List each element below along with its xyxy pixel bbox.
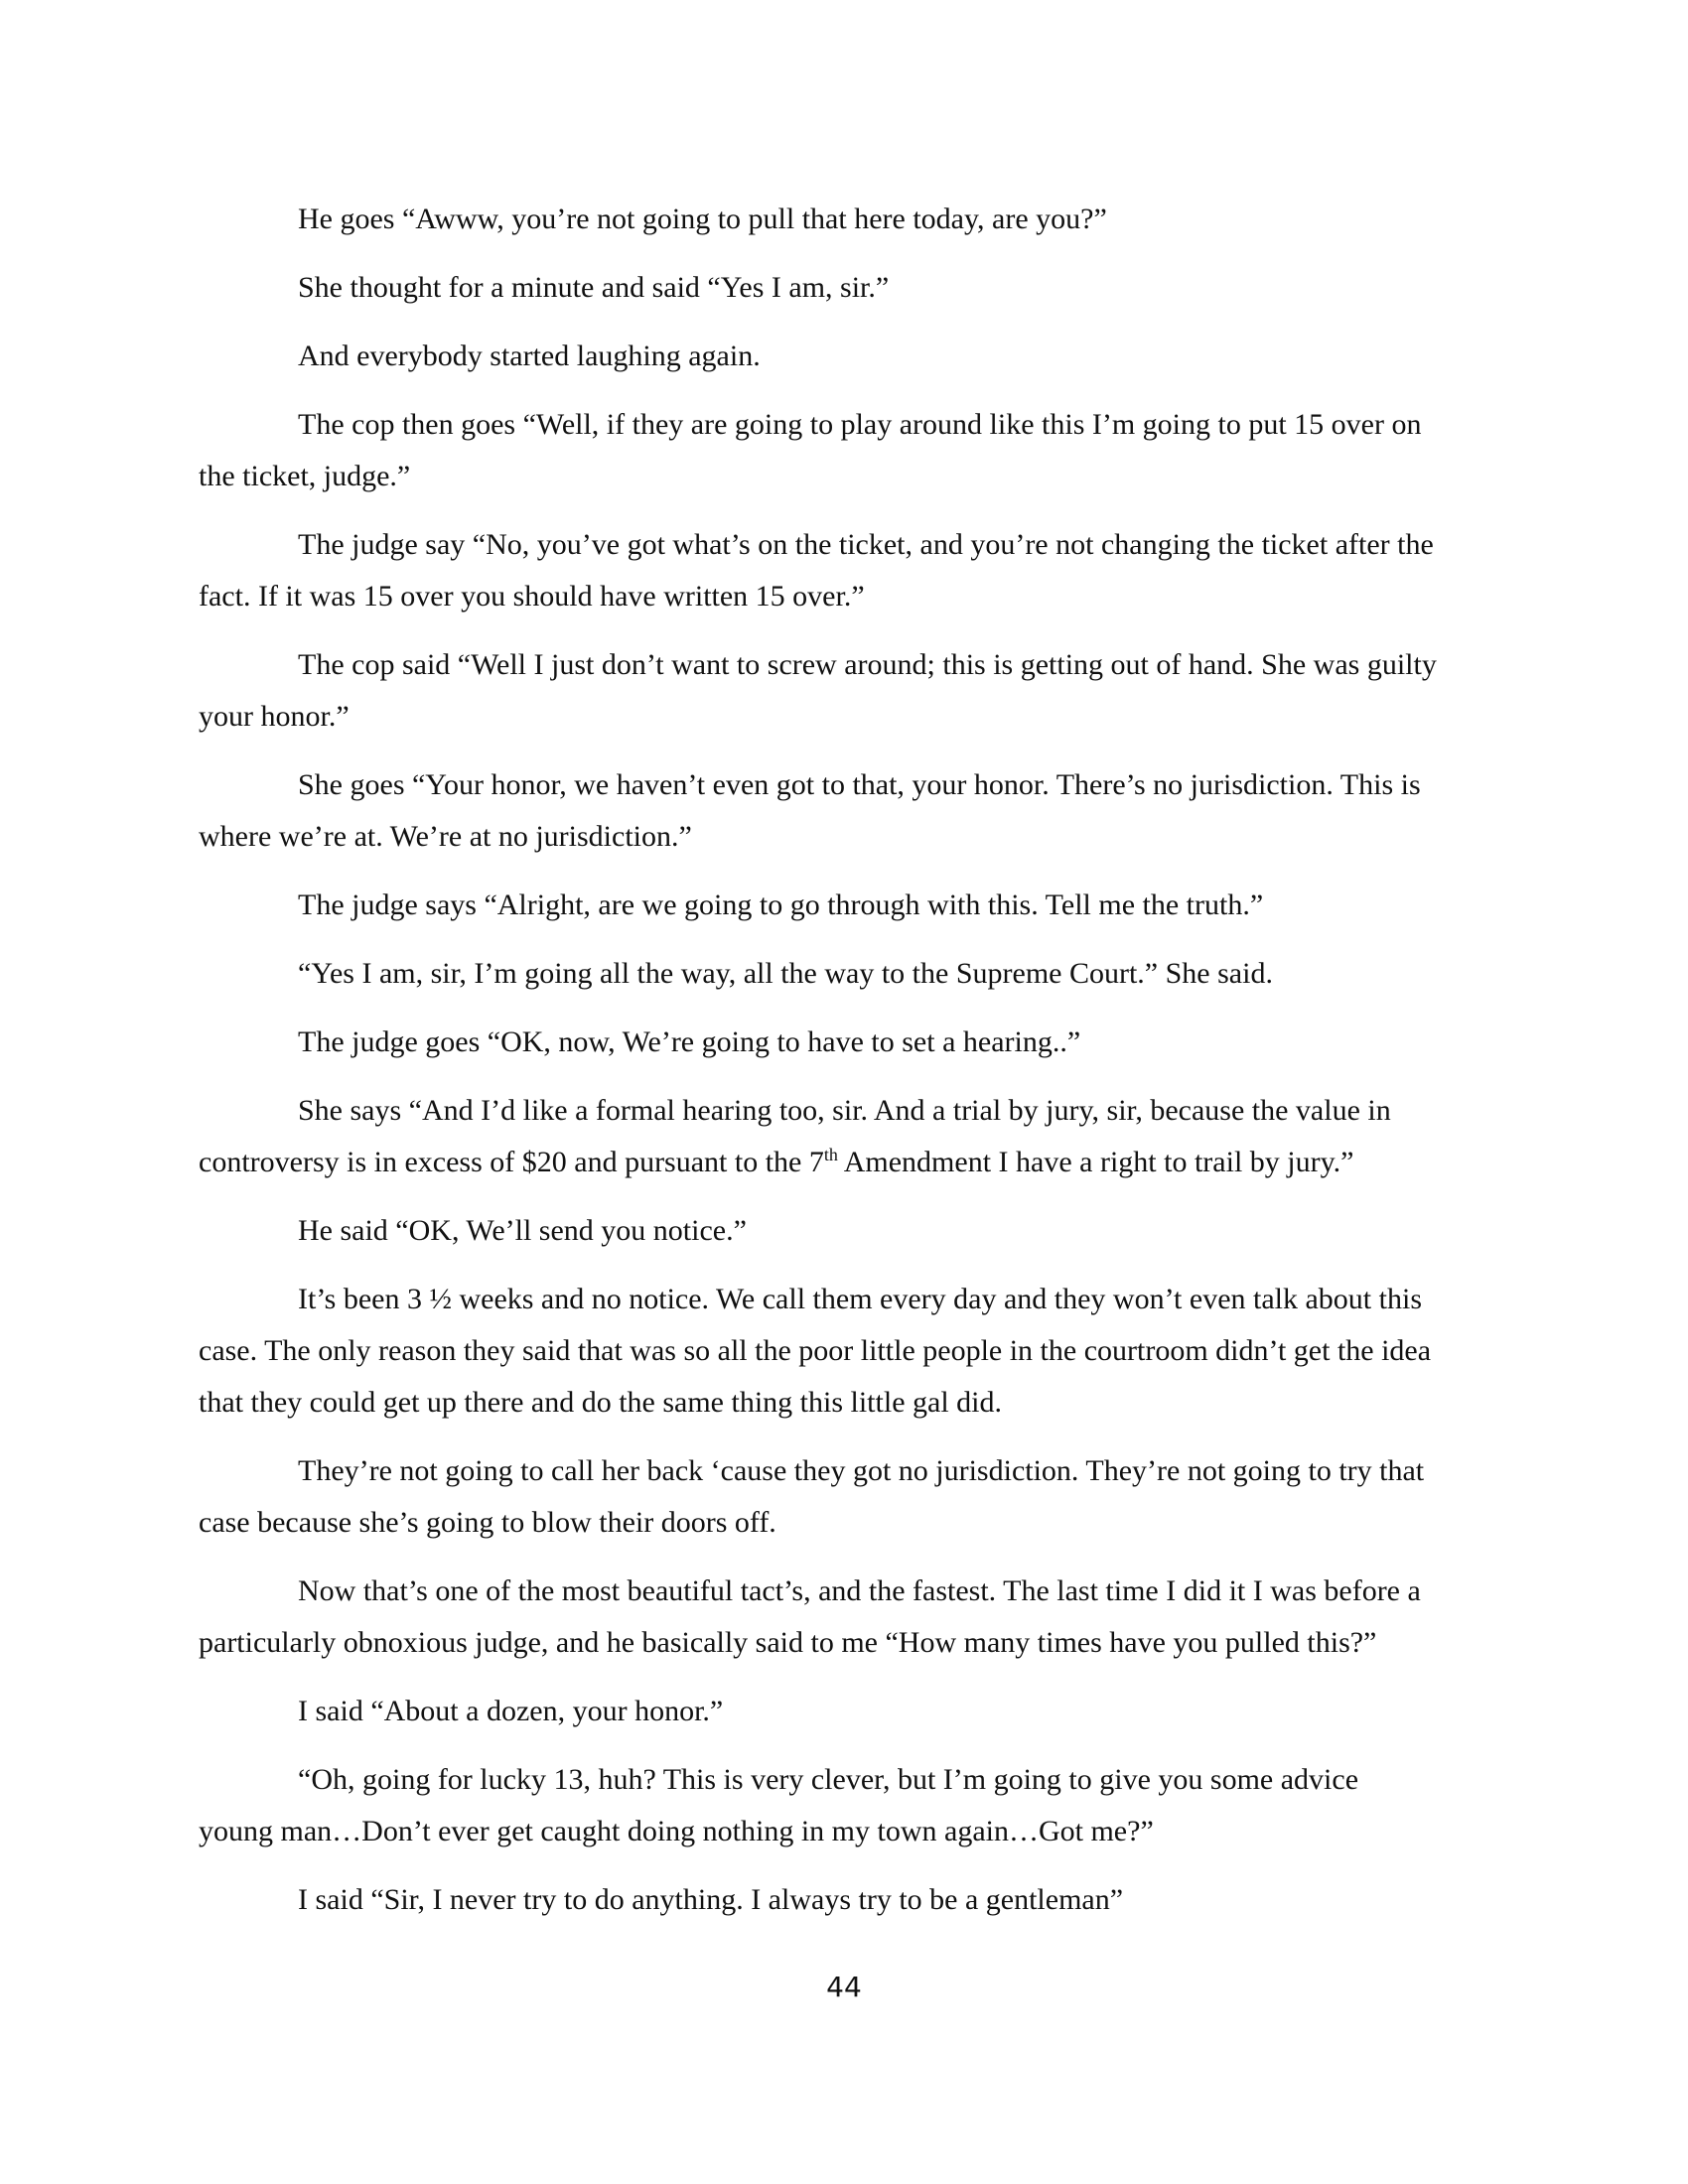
- paragraph: “Oh, going for lucky 13, huh? This is very clever, but I’m going to give you some advice young man…Don’t ever get caught doing nothing in my town again…Got me?”: [199, 1763, 1359, 1847]
- superscript-ordinal: th: [823, 1145, 838, 1164]
- paragraph: “Yes I am, sir, I’m going all the way, all the way to the Supreme Court.” She said.: [298, 957, 1273, 990]
- paragraph: The judge says “Alright, are we going to go through with this. Tell me the truth.”: [298, 888, 1264, 921]
- body-text: [199, 194, 1440, 1943]
- paragraph: I said “Sir, I never try to do anything. I always try to be a gentleman”: [298, 1883, 1124, 1916]
- paragraph: And everybody started laughing again.: [298, 340, 761, 372]
- paragraph-text-after-superscript: Amendment I have a right to trail by jury.”: [837, 1146, 1354, 1178]
- paragraph-text-before-superscript: She says “And I’d like a formal hearing too, sir. And a trial by jury, sir, because the value in controversy is in excess of $20 and pursuant to the 7: [199, 1094, 1391, 1178]
- paragraph: She goes “Your honor, we haven’t even got to that, your honor. There’s no jurisdiction. This is where we’re at. We’re at no jurisdiction.”: [199, 768, 1421, 853]
- paragraph: The cop said “Well I just don’t want to screw around; this is getting out of hand. She was guilty your honor.”: [199, 648, 1437, 733]
- page-number: 44: [826, 1971, 862, 2003]
- paragraph: She thought for a minute and said “Yes I am, sir.”: [298, 271, 890, 304]
- paragraph: He goes “Awww, you’re not going to pull that here today, are you?”: [298, 203, 1107, 235]
- paragraph: The judge goes “OK, now, We’re going to have to set a hearing..”: [298, 1025, 1081, 1058]
- paragraph: He said “OK, We’ll send you notice.”: [298, 1214, 747, 1247]
- paragraph: It’s been 3 ½ weeks and no notice. We call them every day and they won’t even talk about this case. The only reason they said that was so all the poor little people in the courtroom didn’t get the idea that they could get up there and do the same thing this little gal did.: [199, 1283, 1432, 1419]
- paragraph: [199, 1085, 1440, 1188]
- paragraph: Now that’s one of the most beautiful tact’s, and the fastest. The last time I did it I was before a particularly obnoxious judge, and he basically said to me “How many times have you pulled this?”: [199, 1574, 1421, 1659]
- paragraph: The cop then goes “Well, if they are going to play around like this I’m going to put 15 over on the ticket, judge.”: [199, 408, 1422, 492]
- paragraph: They’re not going to call her back ‘cause they got no jurisdiction. They’re not going to try that case because she’s going to blow their doors off.: [199, 1454, 1425, 1539]
- paragraph: The judge say “No, you’ve got what’s on the ticket, and you’re not changing the ticket after the fact. If it was 15 over you should have written 15 over.”: [199, 528, 1434, 613]
- paragraph: I said “About a dozen, your honor.”: [298, 1695, 724, 1727]
